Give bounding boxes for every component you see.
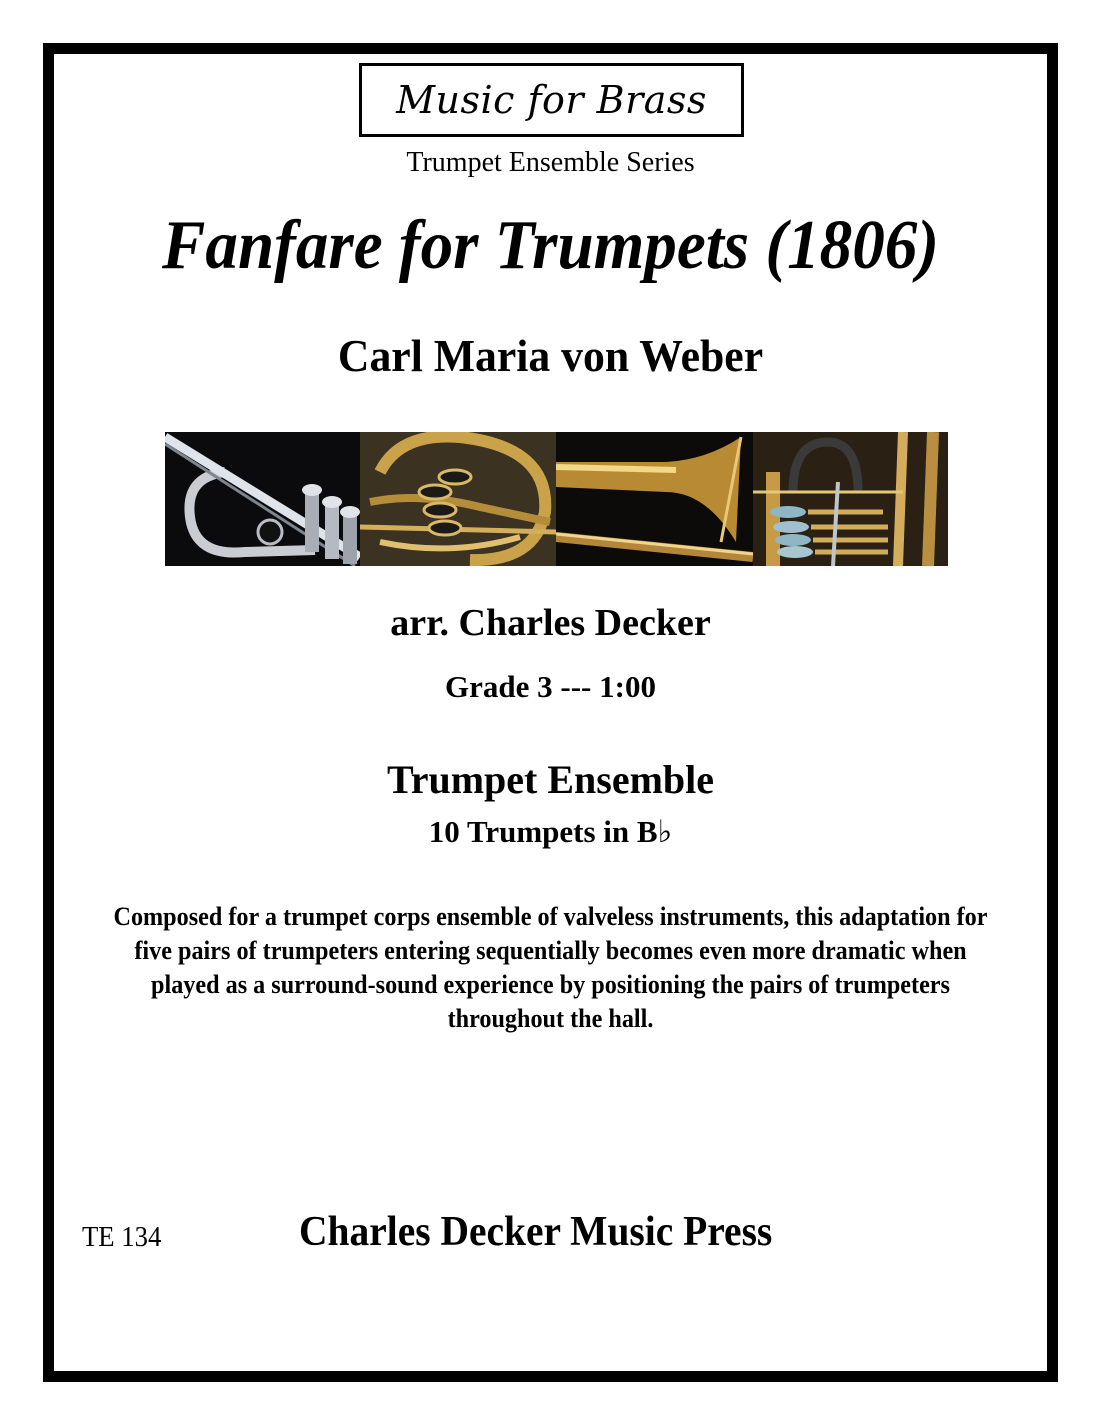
series-name: Trumpet Ensemble Series [406,147,695,178]
arranger-credit: arr. Charles Decker [390,602,711,644]
silver-trumpet-valves-photo [165,432,360,566]
piece-description: Composed for a trumpet corps ensemble of valveless instruments, this adaptation for five pairs of trumpeters entering sequentially becomes even more dramatic when played as a surround-sound experience by positioning the pairs of trumpeters throughout the hall. [113,902,988,1033]
instrument-photo-strip [165,432,948,566]
publisher-name: Charles Decker Music Press [299,1209,773,1255]
series-logo-box [359,63,744,137]
ensemble-type: Trumpet Ensemble [386,757,715,802]
french-horn-valves-photo [360,432,556,566]
series-logo: Music for Brass [396,78,707,122]
piece-title: Fanfare for Trumpets (1806) [162,207,939,284]
catalog-number: TE 134 [82,1221,162,1253]
grade-and-duration: Grade 3 --- 1:00 [445,669,656,704]
tuba-valves-photo [753,432,948,566]
composer-name: Carl Maria von Weber [337,330,764,381]
trombone-bell-photo [556,432,753,566]
instrumentation: 10 Trumpets in B♭ [428,814,673,849]
